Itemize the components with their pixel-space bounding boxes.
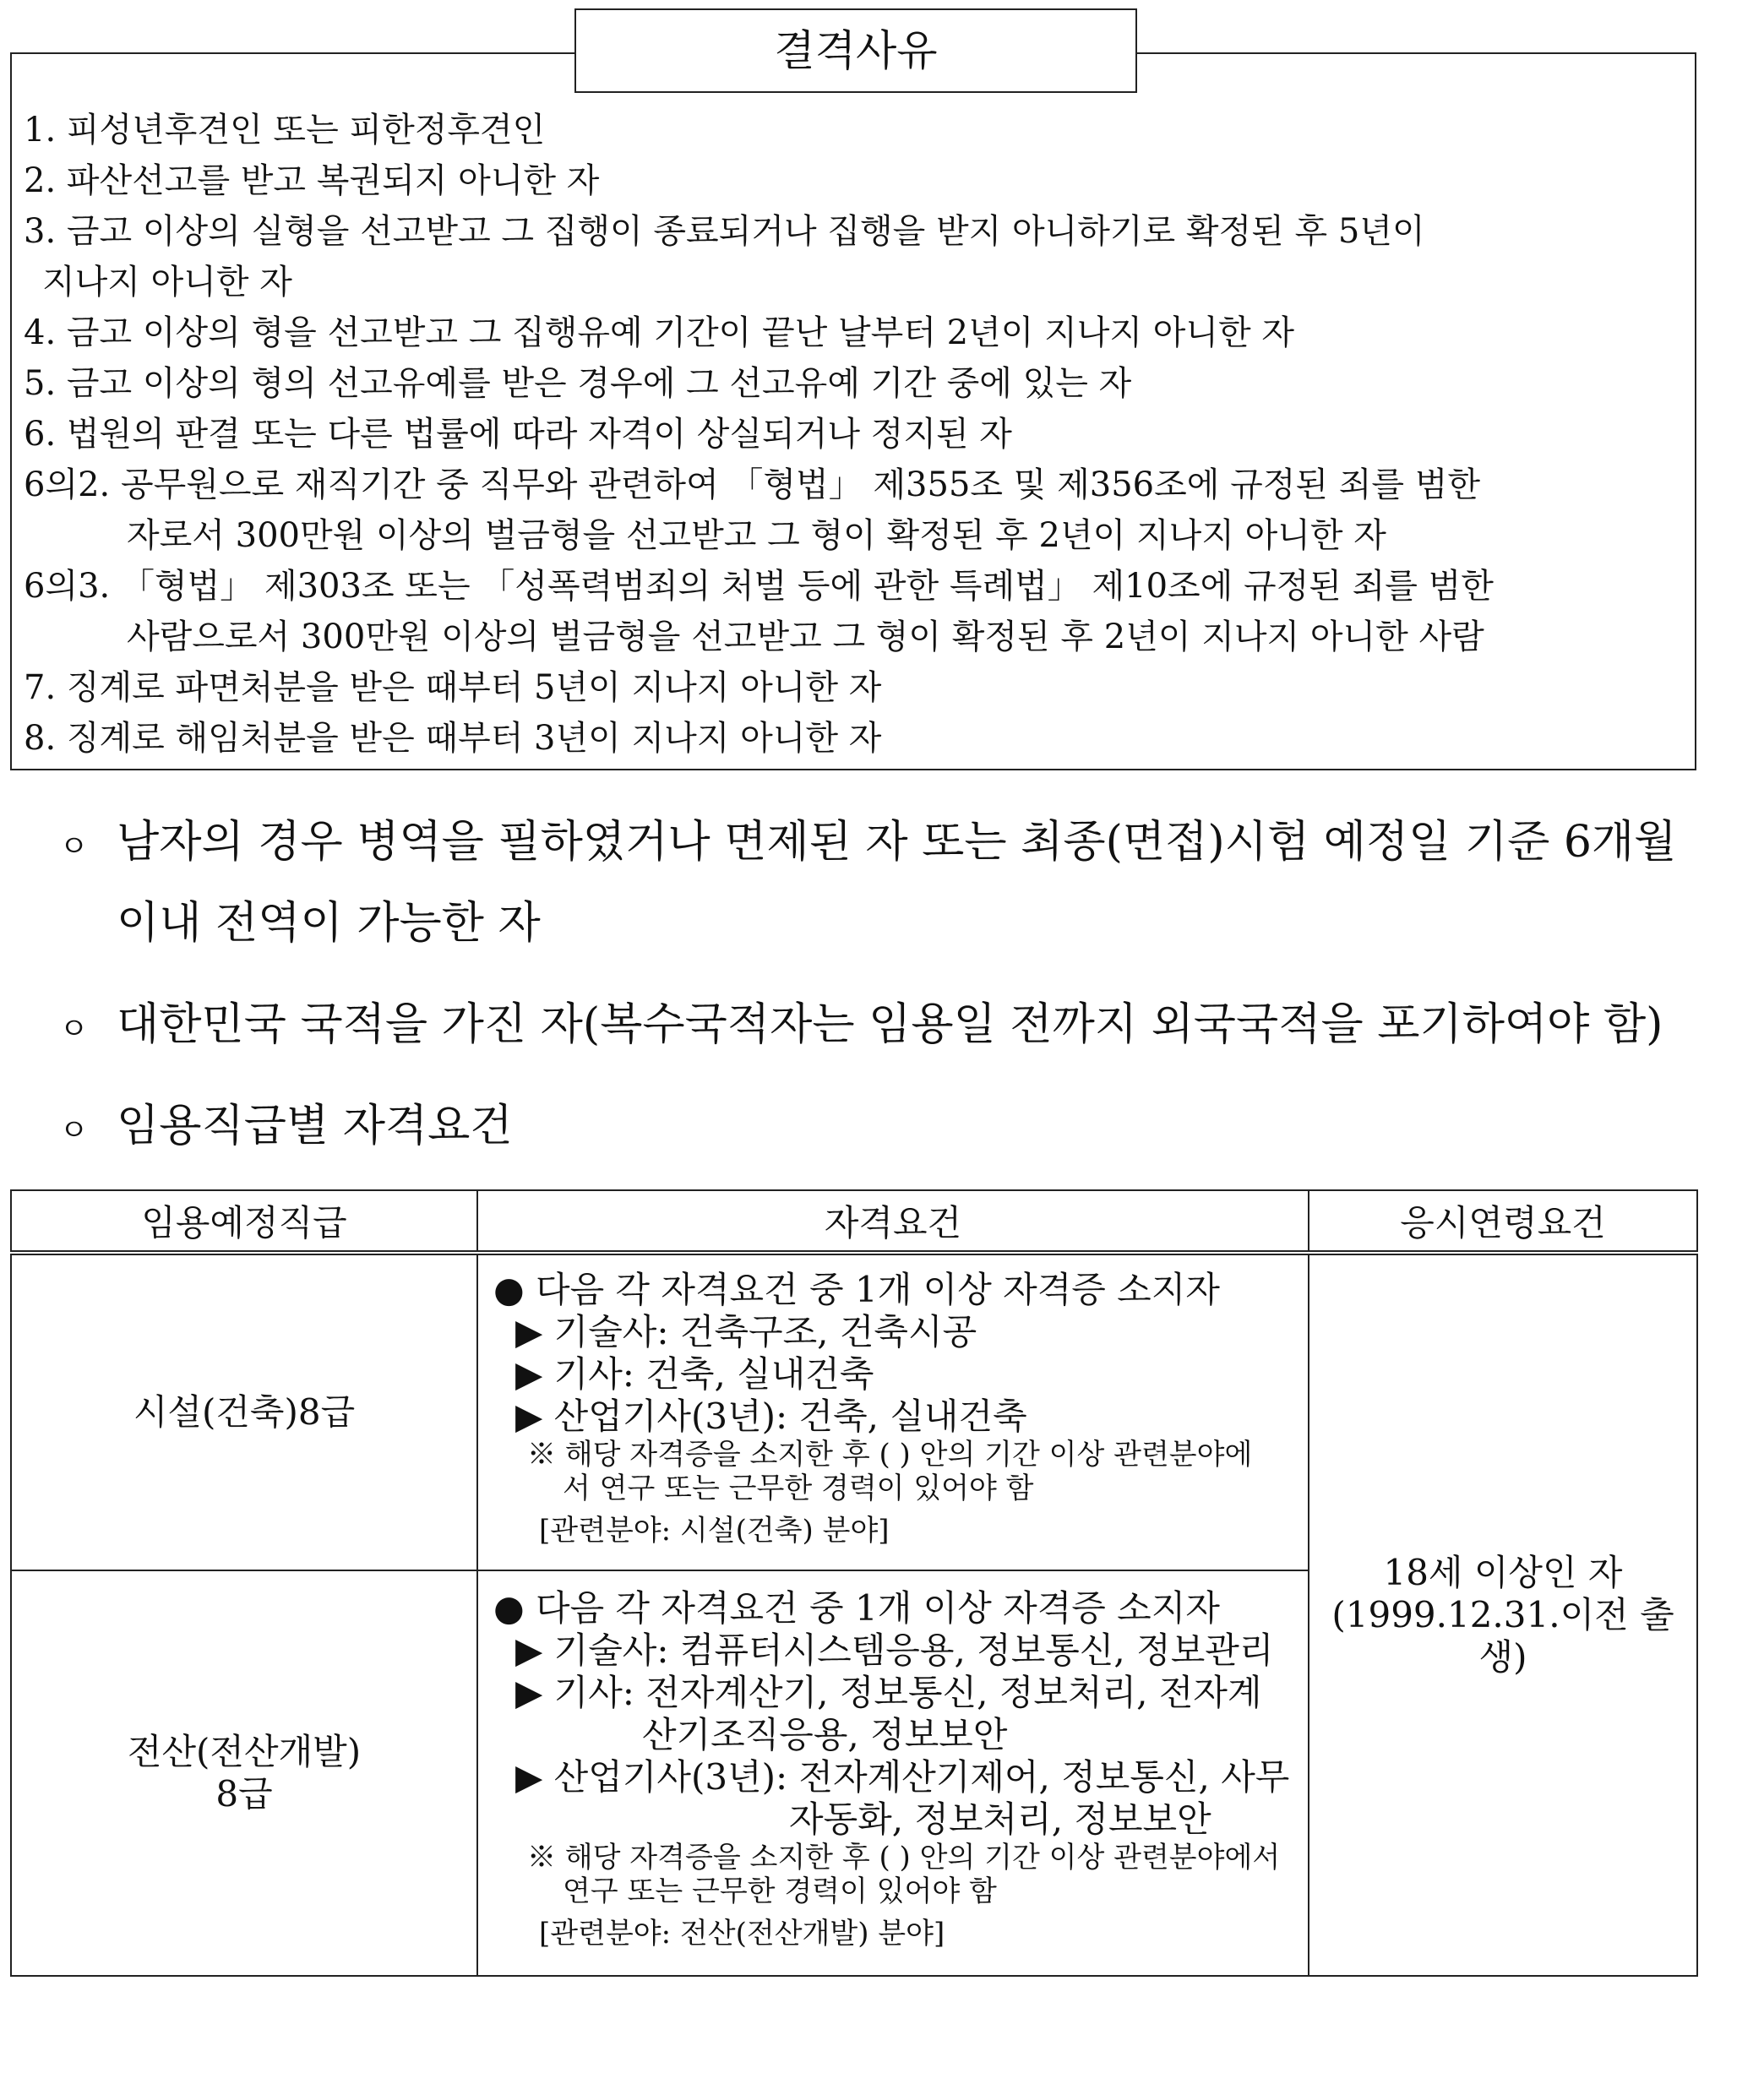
req-line: ● 다음 각 자격요건 중 1개 이상 자격증 소지자 [493,1587,1220,1629]
disq-item-1: 1. 피성년후견인 또는 피한정후견인 [24,111,546,150]
bullet-nationality-text: 대한민국 국적을 가진 자(복수국적자는 임용일 전까지 외국국적을 포기하여야 함) [117,999,1663,1050]
disq-item-7: 7. 징계로 파면처분을 받은 때부터 5년이 지나지 아니한 자 [24,668,882,707]
disqualification-box [10,52,1696,770]
requirements-cell [477,1253,1309,1570]
disq-item-6: 6. 법원의 판결 또는 다른 법률에 따라 자격이 상실되거나 정지된 자 [24,415,1012,454]
disq-item-2: 2. 파산선고를 받고 복권되지 아니한 자 [24,161,600,200]
req-note-cont: 서 연구 또는 근무한 경력이 있어야 함 [563,1472,1034,1505]
req-field: [관련분야: 시설(건축) 분야] [539,1514,890,1548]
disq-item-3-cont: 지나지 아니한 자 [42,263,292,302]
header-grade: 임용예정직급 [11,1190,477,1253]
bullet-military-text: 남자의 경우 병역을 필하였거나 면제된 자 또는 최종(면접)시험 예정일 기준 6개월 [117,817,1677,868]
req-line: ▶ 산업기사(3년): 건축, 실내건축 [515,1396,1027,1437]
bullet-mark: ㅇ [59,1012,89,1047]
disq-item-6-3-cont: 사람으로서 300만원 이상의 벌금형을 선고받고 그 형이 확정된 후 2년이 지나지 아니한 사람 [127,618,1484,656]
disq-item-4: 4. 금고 이상의 형을 선고받고 그 집행유예 기간이 끝난 날부터 2년이 지나지 아니한 자 [24,313,1295,352]
disq-item-5: 5. 금고 이상의 형의 선고유예를 받은 경우에 그 선고유예 기간 중에 있는 자 [24,364,1132,403]
header-age: 응시연령요건 [1309,1190,1697,1253]
bullet-military [59,813,1676,877]
age-cell [1309,1253,1697,1976]
req-line: ▶ 산업기사(3년): 전자계산기제어, 정보통신, 사무 [515,1756,1290,1798]
table-row [11,1253,1697,1570]
disq-item-6-3: 6의3. 「형법」 제303조 또는 「성폭력범죄의 처벌 등에 관한 특례법」 제10조에 규정된 죄를 범한 [24,567,1494,606]
bullet-mark: ㅇ [59,830,89,864]
req-note-cont: 연구 또는 근무한 경력이 있어야 함 [563,1875,997,1908]
disq-item-8: 8. 징계로 해임처분을 받은 때부터 3년이 지나지 아니한 자 [24,719,882,758]
header-requirements: 자격요건 [477,1190,1309,1253]
bullet-grade-heading [59,1096,513,1161]
req-line: ● 다음 각 자격요건 중 1개 이상 자격증 소지자 [493,1269,1220,1310]
req-note: ※ 해당 자격증을 소지한 후 ( ) 안의 기간 이상 관련분야에서 [527,1841,1281,1875]
table-header-row [11,1190,1697,1253]
disq-item-6-2-cont: 자로서 300만원 이상의 벌금형을 선고받고 그 형이 확정된 후 2년이 지나지 아니한 자 [127,516,1386,555]
req-field: [관련분야: 전산(전산개발) 분야] [539,1917,945,1951]
bullet-nationality [59,995,1663,1059]
grade-heading-text: 임용직급별 자격요건 [117,1101,513,1151]
req-line: ▶ 기술사: 건축구조, 건축시공 [515,1311,977,1352]
requirements-cell [477,1570,1309,1976]
bullet-mark: ㅇ [59,1113,89,1148]
req-line: ▶ 기사: 건축, 실내건축 [515,1353,874,1395]
grade-text: 전산(전산개발) [127,1731,362,1772]
disq-item-3: 3. 금고 이상의 실형을 선고받고 그 집행이 종료되거나 집행을 받지 아니하기로 확정된 후 5년이 [24,212,1425,251]
grade-text-cont: 8급 [215,1773,273,1815]
disq-item-6-2: 6의2. 공무원으로 재직기간 중 직무와 관련하여 「형법」 제355조 및 제356조에 규정된 죄를 범한 [24,465,1481,504]
req-line-cont: 자동화, 정보처리, 정보보안 [789,1798,1211,1840]
bullet-military-cont: 이내 전역이 가능한 자 [117,898,541,949]
grade-cell [11,1570,477,1976]
age-birth-text: (1999.12.31.이전 출생) [1331,1594,1674,1678]
req-line-cont: 산기조직응용, 정보보안 [642,1714,1008,1755]
grade-cell [11,1253,477,1570]
disqualification-title: 결격사유 [574,8,1137,93]
qualification-table [10,1189,1698,1977]
req-line: ▶ 기사: 전자계산기, 정보통신, 정보처리, 전자계 [515,1672,1262,1713]
age-text: 18세 이상인 자 [1383,1552,1623,1593]
req-note: ※ 해당 자격증을 소지한 후 ( ) 안의 기간 이상 관련분야에 [527,1438,1253,1472]
req-line: ▶ 기술사: 컴퓨터시스템응용, 정보통신, 정보관리 [515,1630,1274,1671]
grade-text: 시설(건축)8급 [133,1391,356,1433]
